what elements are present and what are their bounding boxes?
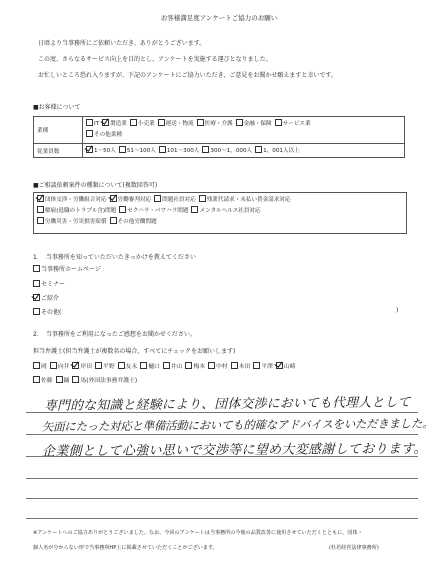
- checkbox-icon[interactable]: [110, 217, 117, 224]
- checkbox-icon[interactable]: [236, 119, 243, 126]
- lawyer-option-7[interactable]: [185, 360, 205, 374]
- lawyer-option-14[interactable]: [72, 374, 137, 388]
- option-label: 馬(外国法事務弁護士): [80, 378, 138, 384]
- case-option-3[interactable]: [199, 195, 291, 206]
- writing-line: [26, 498, 418, 499]
- checkbox-icon[interactable]: [231, 362, 238, 369]
- q2-lawyer-prompt: 担当弁護士(担当弁護士が複数名の場合、すべてにチェックをお願いします): [33, 348, 236, 355]
- option-label: セミナー: [41, 281, 66, 288]
- checked-box-icon[interactable]: [110, 195, 117, 202]
- q1-option-1[interactable]: [33, 279, 65, 288]
- checkbox-icon[interactable]: [154, 195, 161, 202]
- writing-line: [26, 478, 418, 479]
- intro-line-2: この度、さらなるサービス向上を目的とし、アンケートを実施する運びとなりました。: [38, 56, 272, 63]
- cases-heading: ■ご相談依頼案件の種類について(複数回答可): [33, 182, 158, 189]
- checkbox-icon[interactable]: [33, 265, 40, 272]
- case-option-6[interactable]: [191, 206, 260, 217]
- option-label: セクハラ・パワハラ問題: [127, 208, 189, 214]
- checkbox-icon[interactable]: [33, 280, 40, 287]
- option-label: 岸田: [80, 364, 93, 370]
- checkbox-icon[interactable]: [140, 362, 147, 369]
- option-label: 金融・保険: [243, 121, 272, 127]
- option-label: 井山: [170, 364, 183, 370]
- option-label: 山崎: [283, 364, 296, 370]
- option-label: その他(: [41, 309, 62, 316]
- industry-option-0[interactable]: [86, 119, 99, 130]
- footer-note-1: ※アンケートへのご協力ありがとうございました。なお、今回のアンケートは当事務所の今後の品質改善に使用させていただくとともに、団体・: [33, 530, 363, 536]
- option-label: 小売業: [137, 121, 155, 127]
- q1-option-0[interactable]: [33, 264, 101, 273]
- option-label: 当事務所ホームページ: [41, 266, 101, 273]
- checked-box-icon[interactable]: [102, 119, 109, 126]
- lawyer-option-3[interactable]: [95, 360, 115, 374]
- case-option-4[interactable]: [37, 206, 116, 217]
- lawyer-option-11[interactable]: [276, 360, 296, 374]
- option-label: 製造業: [110, 121, 127, 127]
- option-label: その他労働問題: [117, 219, 157, 225]
- option-label: 1～50人: [94, 147, 116, 154]
- checkbox-icon[interactable]: [185, 362, 192, 369]
- employees-label: 従業員数: [34, 144, 83, 158]
- checkbox-icon[interactable]: [130, 119, 137, 126]
- lawyer-option-13[interactable]: [56, 374, 70, 388]
- checked-box-icon[interactable]: [37, 195, 44, 202]
- industry-option-7[interactable]: [86, 130, 122, 141]
- checkbox-icon[interactable]: [197, 119, 204, 126]
- checkbox-icon[interactable]: [119, 206, 126, 213]
- option-label: 団体交渉・労働組合対応: [45, 197, 107, 203]
- option-label: 運送・物流: [165, 121, 194, 127]
- option-label: 平澤: [261, 364, 273, 370]
- employee-option-4[interactable]: [255, 146, 300, 156]
- option-label: 向井: [57, 364, 70, 370]
- industry-option-4[interactable]: [197, 119, 233, 130]
- industry-option-6[interactable]: [275, 119, 311, 130]
- option-label: 医療・介護: [204, 121, 233, 127]
- lawyer-option-1[interactable]: [50, 360, 70, 374]
- option-label: 平野: [103, 364, 115, 370]
- cases-box: [33, 192, 407, 234]
- option-label: 梅本: [193, 364, 206, 370]
- lawyer-option-6[interactable]: [163, 360, 183, 374]
- checkbox-icon[interactable]: [33, 308, 40, 315]
- checkbox-icon[interactable]: [86, 130, 93, 137]
- checked-box-icon[interactable]: [72, 362, 79, 369]
- industry-option-5[interactable]: [236, 119, 272, 130]
- lawyer-option-5[interactable]: [140, 360, 160, 374]
- checkbox-icon[interactable]: [159, 146, 166, 153]
- industry-option-2[interactable]: [130, 119, 155, 130]
- option-label: 300～1，000人: [210, 147, 253, 154]
- lawyer-options: [33, 360, 393, 388]
- industry-label: 業種: [34, 117, 83, 144]
- lawyer-option-9[interactable]: [231, 360, 251, 374]
- lawyer-option-8[interactable]: [208, 360, 228, 374]
- checkbox-icon[interactable]: [37, 217, 44, 224]
- checkbox-icon[interactable]: [95, 362, 102, 369]
- case-option-7[interactable]: [37, 217, 107, 228]
- q2-question: 2． 当事務所をご利用になったご感想をお聞かせください。: [33, 331, 196, 338]
- industry-option-3[interactable]: [158, 119, 194, 130]
- case-option-5[interactable]: [119, 206, 188, 217]
- customer-table: [33, 116, 405, 158]
- q1-question: 1． 当事務所を知っていただいたきっかけを教えてください: [33, 254, 196, 261]
- checked-box-icon[interactable]: [276, 362, 283, 369]
- q1-other-close: ): [396, 307, 399, 314]
- option-label: 101～300人: [166, 147, 200, 154]
- intro-line-1: 日頃より当事務所にご依頼いただき、ありがとうございます。: [38, 40, 206, 47]
- option-label: 残業代請求・未払い賃金請求対応: [206, 197, 291, 203]
- lawyer-option-12[interactable]: [33, 374, 53, 388]
- option-label: 岡: [41, 364, 47, 370]
- lawyer-option-10[interactable]: [253, 360, 273, 374]
- checkbox-icon[interactable]: [275, 119, 282, 126]
- case-option-1[interactable]: [110, 195, 152, 206]
- employee-option-0[interactable]: [86, 146, 116, 156]
- option-label: IT: [94, 121, 100, 127]
- checked-box-icon[interactable]: [33, 294, 40, 301]
- lawyer-option-4[interactable]: [118, 360, 138, 374]
- option-label: 佐藤: [41, 378, 53, 384]
- lawyer-option-2[interactable]: [72, 360, 92, 374]
- option-label: 解雇(退職のトラブル含)問題: [45, 208, 117, 214]
- option-label: 労働災害・労災損害賠償: [45, 219, 107, 225]
- checked-box-icon[interactable]: [86, 146, 93, 153]
- comment-line-1: 専門的な知識と経験により、団体交渉においても代理人として: [43, 395, 411, 414]
- option-label: 本田: [238, 364, 251, 370]
- footer-note-2: 個人名が分からない形で当事務所HP上に掲載させていただくことがございます。: [33, 545, 218, 551]
- option-label: サービス業: [282, 121, 311, 127]
- customer-heading: ■お客様について: [33, 104, 81, 111]
- checkbox-icon[interactable]: [163, 362, 170, 369]
- checkbox-icon[interactable]: [86, 119, 93, 126]
- checkbox-icon[interactable]: [118, 362, 125, 369]
- checkbox-icon[interactable]: [191, 206, 198, 213]
- page-title: お客様満足度アンケートご協力のお願い: [160, 14, 278, 22]
- case-option-0[interactable]: [37, 195, 107, 206]
- checkbox-icon[interactable]: [208, 362, 215, 369]
- option-label: 労働審判対応: [117, 197, 152, 203]
- option-label: ご紹介: [41, 295, 60, 302]
- option-label: 問題社員対応: [162, 197, 196, 203]
- comment-line-2: 矢面にたった対応と準備活動においても的確なアドバイスをいただきました。: [41, 416, 434, 434]
- employee-option-3[interactable]: [202, 146, 252, 156]
- option-label: 友永: [125, 364, 138, 370]
- option-label: 51～100人: [126, 147, 156, 154]
- checkbox-icon[interactable]: [119, 146, 126, 153]
- checkbox-icon[interactable]: [50, 362, 57, 369]
- case-option-8[interactable]: [110, 217, 157, 228]
- checkbox-icon[interactable]: [255, 146, 262, 153]
- checkbox-icon[interactable]: [199, 195, 206, 202]
- option-label: 1，001人以上: [263, 147, 300, 154]
- writing-line: [26, 518, 418, 519]
- option-label: その他業種: [94, 132, 122, 138]
- office-name: (杜若経営法律事務所): [329, 545, 379, 551]
- option-label: 踊: [63, 378, 70, 384]
- case-option-2[interactable]: [154, 195, 196, 206]
- lawyer-option-0[interactable]: [33, 360, 47, 374]
- checkbox-icon[interactable]: [72, 376, 79, 383]
- employee-option-2[interactable]: [159, 146, 200, 156]
- checkbox-icon[interactable]: [202, 146, 209, 153]
- industry-option-1[interactable]: [102, 119, 127, 130]
- option-label: メンタルヘルス社員対応: [199, 208, 261, 214]
- checkbox-icon[interactable]: [33, 362, 40, 369]
- checkbox-icon[interactable]: [37, 206, 44, 213]
- checkbox-icon[interactable]: [158, 119, 165, 126]
- industry-options: [83, 117, 405, 144]
- employee-options: [83, 144, 405, 158]
- comment-line-3: 企業側として心強い思いで交渉等に望め大変感謝しております。: [41, 441, 427, 460]
- option-label: 樋口: [148, 364, 160, 370]
- option-label: 中村: [216, 364, 228, 370]
- checkbox-icon[interactable]: [253, 362, 260, 369]
- checkbox-icon[interactable]: [33, 376, 40, 383]
- q1-option-3[interactable]: [33, 307, 61, 316]
- employee-option-1[interactable]: [119, 146, 156, 156]
- q1-option-2[interactable]: [33, 293, 59, 302]
- checkbox-icon[interactable]: [56, 376, 63, 383]
- intro-line-3: お忙しいところ恐れ入りますが、下記のアンケートにご協力いただき、ご意見をお聞かせ願えますと幸いです。: [38, 72, 337, 79]
